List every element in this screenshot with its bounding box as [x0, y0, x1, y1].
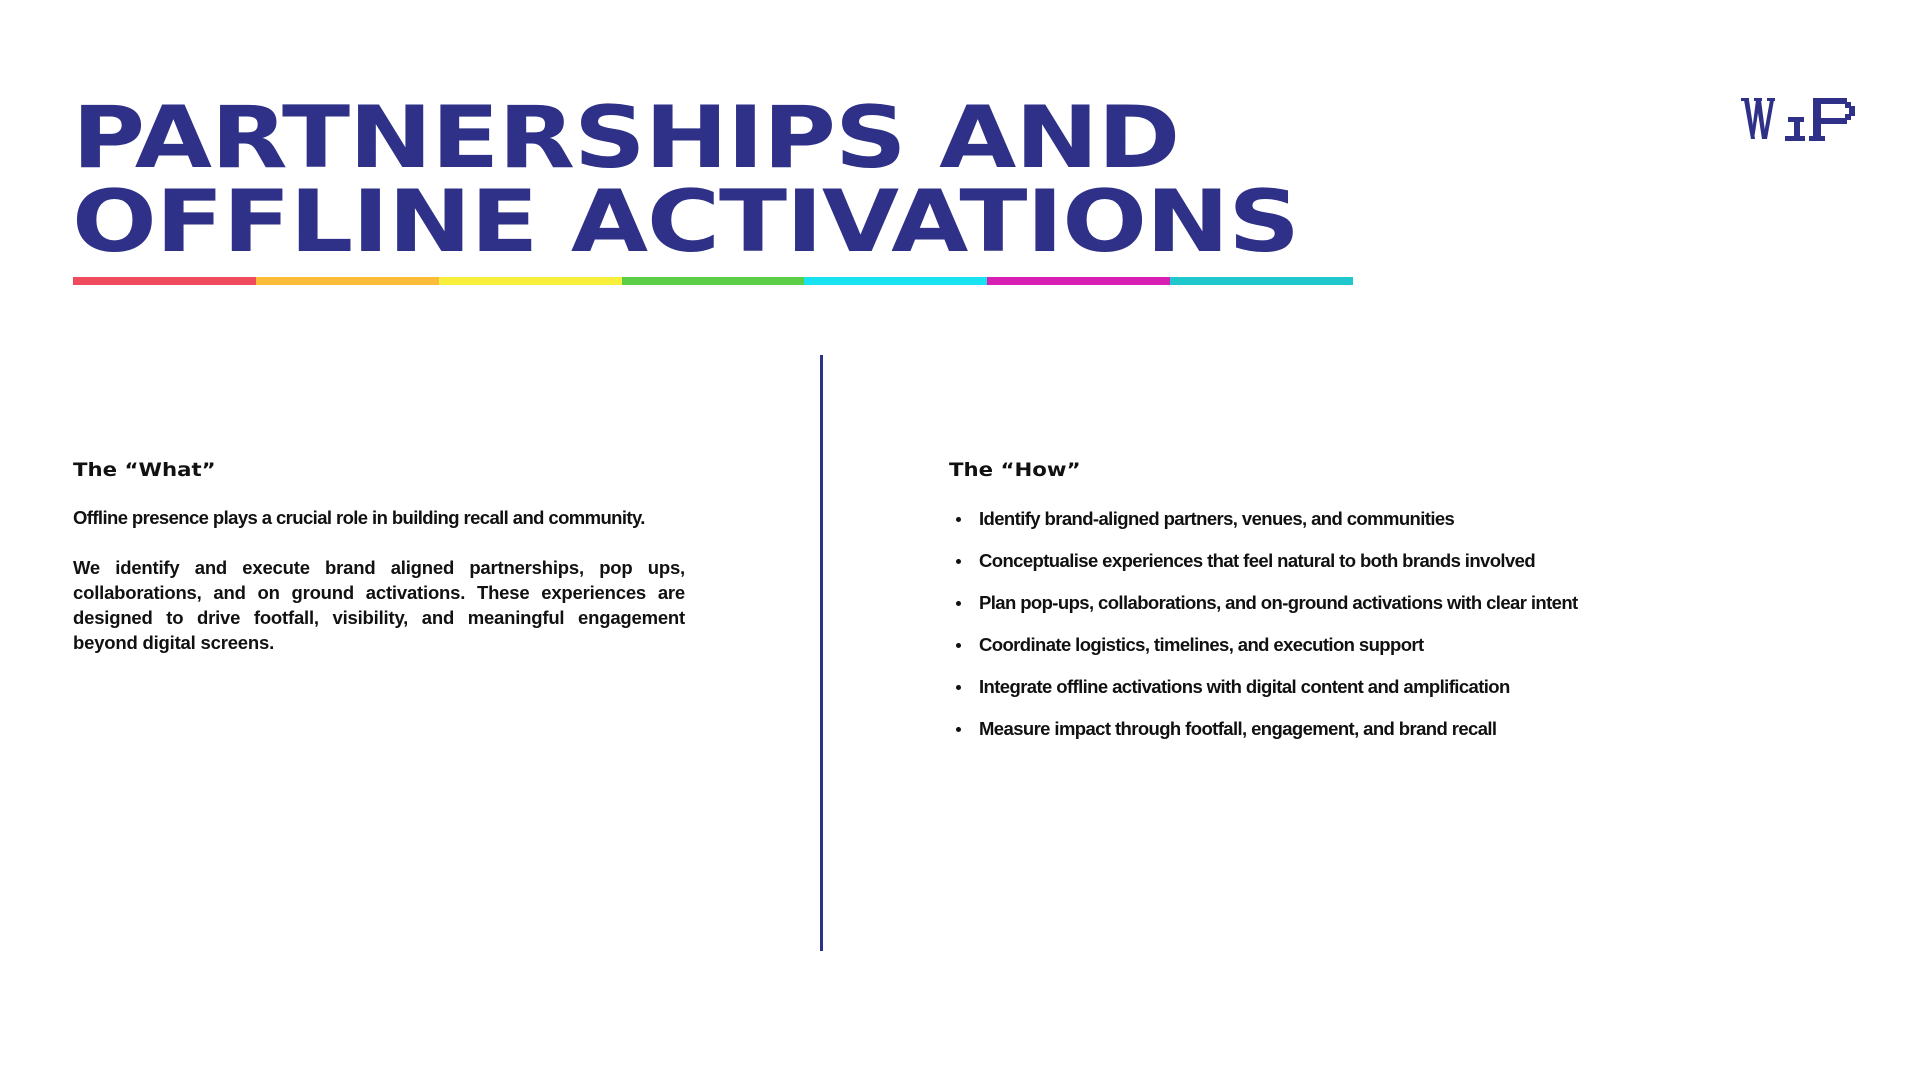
bullet-icon: [956, 559, 961, 564]
bullet-icon: [956, 727, 961, 732]
list-item: [952, 717, 1578, 759]
list-item-text: Plan pop-ups, collaborations, and on-ground activations with clear intent: [979, 592, 1578, 613]
rainbow-segment-magenta: [987, 277, 1170, 285]
title-line-2: OFFLINE ACTIVATIONS: [72, 172, 1299, 272]
how-list: [952, 507, 1578, 759]
wip-logo: [1741, 92, 1865, 148]
rainbow-underline: [73, 277, 1353, 285]
what-heading: The “What”: [73, 459, 216, 481]
bullet-icon: [956, 685, 961, 690]
list-item: [952, 507, 1578, 549]
bullet-icon: [956, 601, 961, 606]
rainbow-segment-yellow: [439, 277, 622, 285]
list-item: [952, 549, 1578, 591]
rainbow-segment-orange: [256, 277, 439, 285]
list-item-text: Measure impact through footfall, engagement, and brand recall: [979, 718, 1497, 739]
list-item-text: Identify brand-aligned partners, venues, and communities: [979, 508, 1455, 529]
rainbow-segment-green: [622, 277, 805, 285]
rainbow-segment-teal: [1170, 277, 1353, 285]
list-item: [952, 591, 1578, 633]
column-divider: [820, 355, 823, 951]
rainbow-segment-cyan: [804, 277, 987, 285]
list-item-text: Integrate offline activations with digital content and amplification: [979, 676, 1510, 697]
title-line-1: PARTNERSHIPS AND: [72, 88, 1180, 188]
page-title: [72, 88, 1299, 272]
what-paragraph-2: We identify and execute brand aligned partnerships, pop ups, collaborations, and on ground activations. These experiences are designed to drive footfall, visibility, and meaningful engagement beyond digital screens.: [73, 557, 685, 653]
bullet-icon: [956, 643, 961, 648]
list-item-text: Conceptualise experiences that feel natural to both brands involved: [979, 550, 1536, 571]
list-item-text: Coordinate logistics, timelines, and execution support: [979, 634, 1424, 655]
how-heading: The “How”: [949, 459, 1081, 481]
bullet-icon: [956, 517, 961, 522]
what-body: [73, 505, 685, 655]
list-item: [952, 633, 1578, 675]
rainbow-segment-red: [73, 277, 256, 285]
list-item: [952, 675, 1578, 717]
what-paragraph-1: Offline presence plays a crucial role in building recall and community.: [73, 507, 645, 528]
